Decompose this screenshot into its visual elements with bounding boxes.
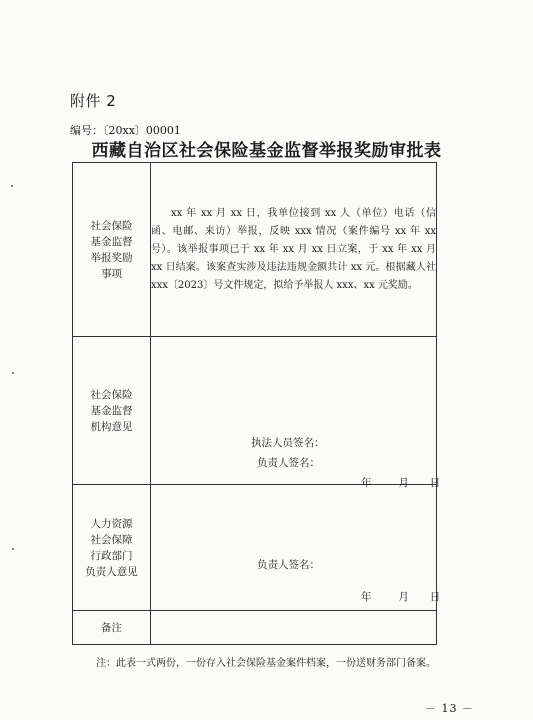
agency-label-line: 机构意见: [90, 420, 133, 433]
scan-speck: [12, 548, 14, 550]
date-year: 年: [361, 591, 372, 603]
remarks-label: 备注: [73, 611, 151, 645]
report-label-line: 举报奖励: [90, 251, 133, 264]
date-month: 月: [398, 477, 409, 489]
approval-form-table: [72, 162, 441, 645]
hr-label-line: 负责人意见: [85, 565, 138, 578]
footnote: 注：此表一式两份，一份存入社会保险基金案件档案，一份送财务部门备案。: [96, 658, 436, 669]
scan-speck: [12, 372, 14, 374]
agency-opinion-content: [151, 337, 441, 489]
agency-label-line: 基金监督: [90, 404, 133, 417]
officer-signature-label: 执法人员签名：: [251, 437, 325, 449]
report-label-line: 事项: [101, 267, 122, 280]
report-content: [151, 163, 437, 337]
hr-label-line: 人力资源: [90, 517, 133, 530]
hr-label: [73, 485, 151, 611]
date-day: 日: [429, 591, 441, 603]
hr-date: [361, 589, 440, 604]
hr-label-line: 社会保障: [90, 533, 133, 546]
page-number: － 13 －: [425, 702, 474, 715]
hr-opinion-row: [73, 485, 437, 611]
remarks-row: [73, 611, 437, 645]
agency-label-line: 社会保险: [90, 388, 133, 401]
date-year: 年: [361, 477, 372, 489]
report-label: [73, 163, 151, 337]
agency-head-signature-label: 负责人签名：: [257, 457, 320, 469]
agency-opinion-row: [73, 337, 437, 485]
form-title: 西藏自治区社会保险基金监督举报奖励审批表: [91, 141, 442, 161]
report-description: xx 年 xx 月 xx 日，我单位接到 xx 人（单位）电话（信函、电邮、来访）举报，反映 xxx 情况（案件编号 xx 年 xx 号）。该举报事项已于 xx 年 xx 月 xx 日立案，于 xx 年 xx 月 xx 日结案。该案查实涉及违法违规金额共计 xx 元。根据藏人社 xxx〔2023〕号文件规定，拟给予举报人 xxx、xx 元奖励。: [151, 207, 436, 291]
hr-opinion-content: [151, 485, 441, 611]
date-day: 日: [429, 477, 441, 489]
attachment-label: 附件 2: [70, 92, 117, 110]
report-label-line: 社会保险: [90, 219, 133, 232]
remarks-content: [151, 611, 437, 645]
report-label-line: 基金监督: [90, 235, 133, 248]
report-row: [73, 163, 437, 337]
hr-head-signature-label: 负责人签名：: [257, 559, 320, 571]
serial-number: 编号：〔20xx〕00001: [70, 124, 181, 137]
scan-speck: [11, 185, 13, 187]
agency-label: [73, 337, 151, 485]
hr-label-line: 行政部门: [90, 549, 133, 562]
date-month: 月: [398, 591, 409, 603]
